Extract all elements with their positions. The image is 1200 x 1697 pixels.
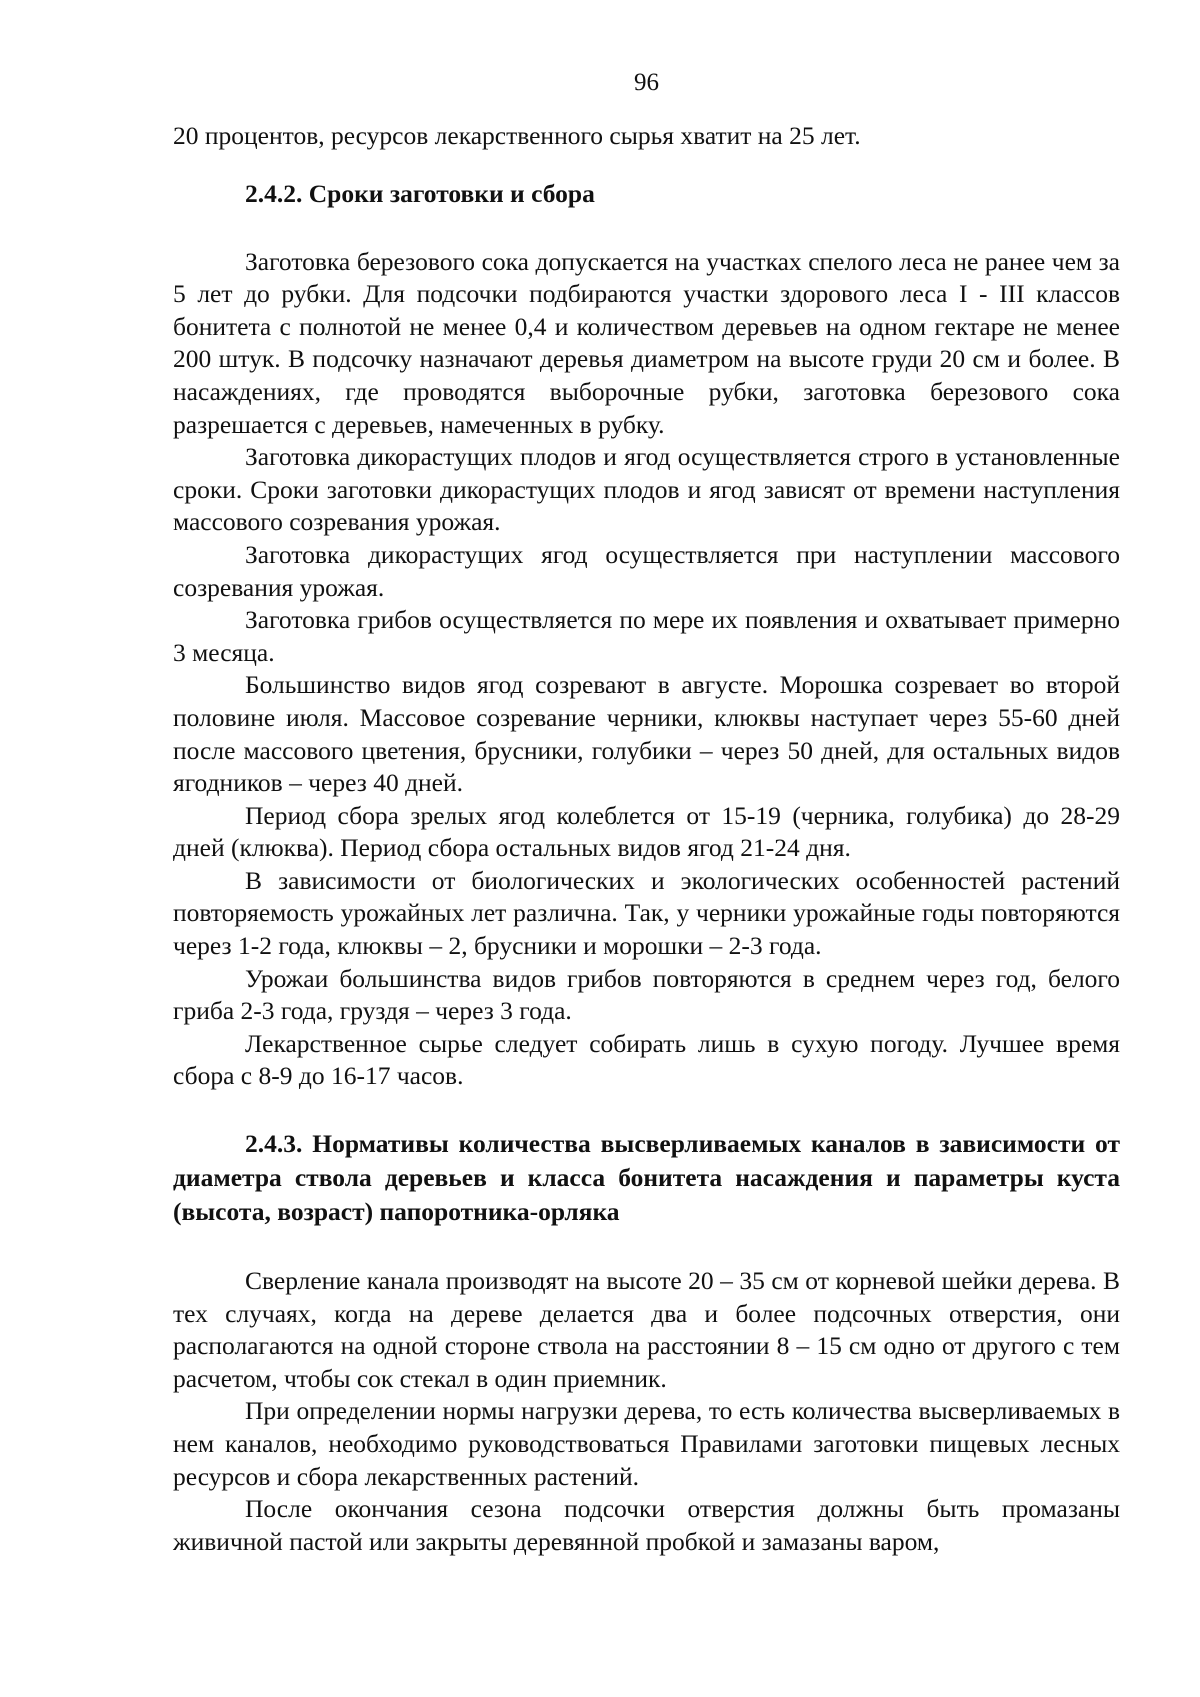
- paragraph-mushrooms: Заготовка грибов осуществляется по мере их появления и охватывает примерно 3 месяца.: [173, 605, 1120, 667]
- section-heading-2-4-2: 2.4.2. Сроки заготовки и сбора: [245, 178, 595, 208]
- page-number: 96: [634, 69, 659, 96]
- paragraph-load-norm: При определении нормы нагрузки дерева, то есть количества высверливаемых в нем каналов, необходимо руководствоваться Правилами заготовки пищевых лесных ресурсов и сбора лекарственных растений.: [173, 1396, 1120, 1491]
- document-page: [173, 60, 1120, 1558]
- paragraph-yield-frequency: В зависимости от биологических и экологических особенностей растений повторяемость урожайных лет различна. Так, у черники урожайные годы повторяются через 1-2 года, клюквы – 2, брусники и морошки – 2-3 года.: [173, 865, 1120, 961]
- paragraph-drilling: Сверление канала производят на высоте 20 – 35 см от корневой шейки дерева. В тех случаях, когда на дереве делается два и более подсочных отверстия, они располагаются на одной стороне ствола на расстоянии 8 – 15 см одно от другого с тем расчетом, чтобы сок стекал в один приемник.: [173, 1266, 1120, 1393]
- paragraph-wild-berries: Заготовка дикорастущих ягод осуществляется при наступлении массового созревания урожая.: [173, 539, 1120, 602]
- paragraph-berry-ripening: Большинство видов ягод созревают в августе. Морошка созревает во второй половине июля. Массовое созревание черники, клюквы наступает через 55-60 дней после массового цветения, брусники, голубики – через 50 дней, для остальных видов ягодников – через 40 дней.: [173, 670, 1120, 798]
- paragraph-medicinal-raw: Лекарственное сырье следует собирать лишь в сухую погоду. Лучшее время сбора с 8-9 до 16-17 часов.: [173, 1028, 1120, 1091]
- paragraph-mushroom-yields: Урожаи большинства видов грибов повторяются в среднем через год, белого гриба 2-3 года, груздя – через 3 года.: [173, 963, 1120, 1026]
- section-heading-2-4-3: 2.4.3. Нормативы количества высверливаемых каналов в зависимости от диаметра ствола деревьев и класса бонитета насаждения и параметры куста (высота, возраст) папоротника-орляка: [173, 1129, 1120, 1227]
- paragraph-birch-sap: Заготовка березового сока допускается на участках спелого леса не ранее чем за 5 лет до рубки. Для подсочки подбираются участки здорового леса I - III классов бонитета с полнотой не менее 0,4 и количеством деревьев на одном гектаре не менее 200 штук. В подсочку назначают деревья диаметром на высоте груди 20 см и более. В насаждениях, где проводятся выборочные рубки, заготовка березового сока разрешается с деревьев, намеченных в рубку.: [173, 246, 1120, 439]
- paragraph-continuation: 20 процентов, ресурсов лекарственного сырья хватит на 25 лет.: [173, 121, 861, 150]
- paragraph-harvest-period: Период сбора зрелых ягод колеблется от 15-19 (черника, голубика) до 28-29 дней (клюква). Период сбора остальных видов ягод 21-24 дня.: [173, 800, 1120, 863]
- paragraph-wild-fruits: Заготовка дикорастущих плодов и ягод осуществляется строго в установленные сроки. Сроки заготовки дикорастущих плодов и ягод зависят от времени наступления массового созревания урожая.: [173, 442, 1120, 537]
- paragraph-season-end: После окончания сезона подсочки отверстия должны быть промазаны живичной пастой или закрыты деревянной пробкой и замазаны варом,: [173, 1494, 1120, 1556]
